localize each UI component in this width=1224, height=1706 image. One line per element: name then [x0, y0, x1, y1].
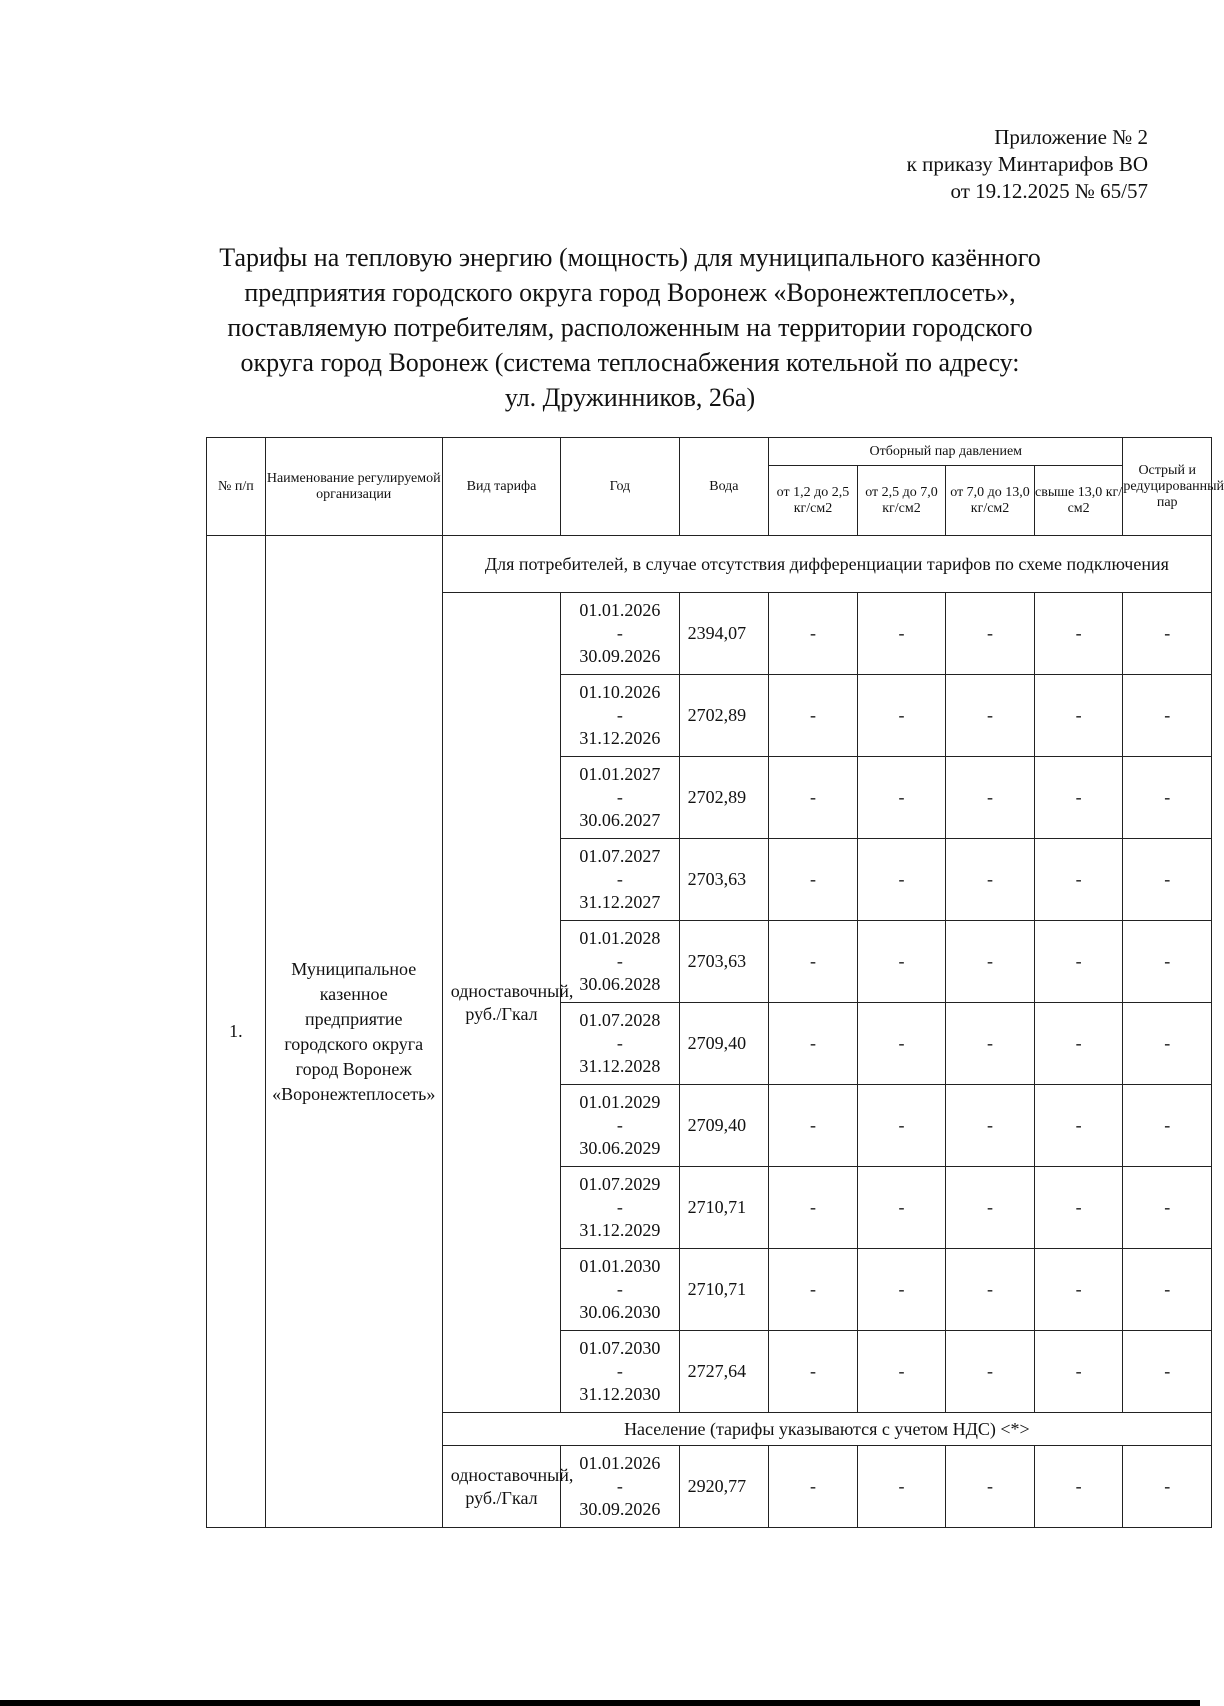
- title-line-5: ул. Дружинников, 26а): [504, 383, 756, 412]
- water-value: 2920,77: [679, 1446, 769, 1528]
- water-value: 2702,89: [679, 675, 769, 757]
- header-num: № п/п: [207, 438, 266, 536]
- water-value: 2703,63: [679, 839, 769, 921]
- section-row: [207, 536, 1212, 593]
- steam-value-s5: -: [1123, 1331, 1212, 1413]
- steam-value-s1: -: [769, 921, 858, 1003]
- steam-value-s2: -: [857, 1167, 946, 1249]
- period-from: 01.01.2028: [579, 928, 661, 948]
- period-cell: [561, 1085, 679, 1167]
- steam-value-s5: -: [1123, 675, 1212, 757]
- steam-value-s3: -: [946, 1249, 1035, 1331]
- period-from: 01.01.2030: [579, 1256, 661, 1276]
- steam-value-s3: -: [946, 1331, 1035, 1413]
- steam-value-s3: -: [946, 1446, 1035, 1528]
- steam-value-s4: -: [1034, 593, 1123, 675]
- steam-value-s1: -: [769, 593, 858, 675]
- header-water: Вода: [679, 438, 769, 536]
- steam-value-s2: -: [857, 1249, 946, 1331]
- header-steam-3: от 7,0 до 13,0 кг/см2: [946, 466, 1035, 536]
- period-from: 01.07.2028: [579, 1010, 661, 1030]
- period-to: 30.06.2029: [579, 1138, 661, 1158]
- period-sep: -: [616, 1361, 623, 1381]
- steam-value-s3: -: [946, 1003, 1035, 1085]
- period-to: 30.06.2030: [579, 1302, 661, 1322]
- water-value: 2727,64: [679, 1331, 769, 1413]
- period-to: 31.12.2027: [579, 892, 661, 912]
- period-sep: -: [616, 1279, 623, 1299]
- period-sep: -: [616, 1033, 623, 1053]
- period-cell: [561, 839, 679, 921]
- steam-value-s3: -: [946, 1085, 1035, 1167]
- water-value: 2710,71: [679, 1249, 769, 1331]
- header-year: Год: [561, 438, 679, 536]
- steam-value-s4: -: [1034, 1446, 1123, 1528]
- document-title: [190, 240, 1070, 415]
- steam-value-s1: -: [769, 1003, 858, 1085]
- period-from: 01.01.2029: [579, 1092, 661, 1112]
- period-sep: -: [616, 1476, 623, 1496]
- section-title: Население (тарифы указываются с учетом НДС) <*>: [442, 1413, 1211, 1446]
- steam-value-s4: -: [1034, 1167, 1123, 1249]
- title-line-1: Тарифы на тепловую энергию (мощность) для муниципального казённого: [219, 243, 1041, 272]
- period-to: 30.09.2026: [579, 1499, 661, 1519]
- steam-value-s2: -: [857, 1085, 946, 1167]
- steam-value-s2: -: [857, 1446, 946, 1528]
- steam-value-s1: -: [769, 1249, 858, 1331]
- tariff-table: [206, 437, 1224, 1528]
- period-to: 30.06.2027: [579, 810, 661, 830]
- period-from: 01.01.2027: [579, 764, 661, 784]
- period-cell: [561, 757, 679, 839]
- water-value: 2709,40: [679, 1003, 769, 1085]
- period-cell: [561, 1167, 679, 1249]
- header-steam-2: от 2,5 до 7,0 кг/см2: [857, 466, 946, 536]
- period-to: 31.12.2029: [579, 1220, 661, 1240]
- period-cell: [561, 593, 679, 675]
- steam-value-s2: -: [857, 1331, 946, 1413]
- steam-value-s5: -: [1123, 593, 1212, 675]
- steam-value-s4: -: [1034, 921, 1123, 1003]
- steam-value-s5: -: [1123, 757, 1212, 839]
- steam-value-s4: -: [1034, 757, 1123, 839]
- steam-value-s5: -: [1123, 1003, 1212, 1085]
- period-cell: [561, 675, 679, 757]
- period-sep: -: [616, 951, 623, 971]
- tariff-type-cell: одноставочный, руб./Гкал: [442, 1446, 560, 1528]
- steam-value-s5: -: [1123, 921, 1212, 1003]
- period-to: 30.06.2028: [579, 974, 661, 994]
- annex-line-1: Приложение № 2: [994, 125, 1148, 149]
- steam-value-s1: -: [769, 757, 858, 839]
- scan-edge: [0, 1700, 1200, 1706]
- steam-value-s3: -: [946, 839, 1035, 921]
- steam-value-s4: -: [1034, 1085, 1123, 1167]
- steam-value-s3: -: [946, 593, 1035, 675]
- steam-value-s1: -: [769, 839, 858, 921]
- period-from: 01.07.2030: [579, 1338, 661, 1358]
- period-sep: -: [616, 705, 623, 725]
- period-cell: [561, 1446, 679, 1528]
- annex-header: [907, 124, 1148, 205]
- steam-value-s2: -: [857, 839, 946, 921]
- steam-value-s5: -: [1123, 1446, 1212, 1528]
- annex-line-3: от 19.12.2025 № 65/57: [950, 179, 1148, 203]
- period-from: 01.07.2029: [579, 1174, 661, 1194]
- steam-value-s5: -: [1123, 1085, 1212, 1167]
- steam-value-s3: -: [946, 757, 1035, 839]
- steam-value-s1: -: [769, 675, 858, 757]
- period-sep: -: [616, 787, 623, 807]
- steam-value-s4: -: [1034, 1003, 1123, 1085]
- title-line-2: предприятия городского округа город Воронеж «Воронежтеплосеть»,: [244, 278, 1016, 307]
- period-cell: [561, 1249, 679, 1331]
- period-from: 01.01.2026: [579, 1453, 661, 1473]
- steam-value-s5: -: [1123, 1249, 1212, 1331]
- period-to: 31.12.2026: [579, 728, 661, 748]
- organization-name: Муниципальное казенное предприятие городского округа город Воронеж «Воронежтеплосеть»: [265, 536, 442, 1528]
- steam-value-s5: -: [1123, 839, 1212, 921]
- tariff-type-cell: одноставочный, руб./Гкал: [442, 593, 560, 1413]
- header-sharp-steam: Острый и редуцированный пар: [1123, 438, 1212, 536]
- period-from: 01.07.2027: [579, 846, 661, 866]
- period-cell: [561, 921, 679, 1003]
- steam-value-s4: -: [1034, 1249, 1123, 1331]
- steam-value-s2: -: [857, 593, 946, 675]
- steam-value-s1: -: [769, 1167, 858, 1249]
- title-line-3: поставляемую потребителям, расположенным на территории городского: [227, 313, 1033, 342]
- period-sep: -: [616, 1197, 623, 1217]
- period-sep: -: [616, 1115, 623, 1135]
- period-from: 01.01.2026: [579, 600, 661, 620]
- period-sep: -: [616, 869, 623, 889]
- steam-value-s4: -: [1034, 675, 1123, 757]
- steam-value-s2: -: [857, 1003, 946, 1085]
- header-steam-1: от 1,2 до 2,5 кг/см2: [769, 466, 858, 536]
- annex-line-2: к приказу Минтарифов ВО: [906, 152, 1148, 176]
- header-org: Наименование регулируемой организации: [265, 438, 442, 536]
- header-tariff-type: Вид тарифа: [442, 438, 560, 536]
- steam-value-s1: -: [769, 1331, 858, 1413]
- period-from: 01.10.2026: [579, 682, 661, 702]
- steam-value-s3: -: [946, 675, 1035, 757]
- period-to: 31.12.2028: [579, 1056, 661, 1076]
- period-cell: [561, 1331, 679, 1413]
- water-value: 2710,71: [679, 1167, 769, 1249]
- section-title: Для потребителей, в случае отсутствия дифференциации тарифов по схеме подключения: [442, 536, 1211, 593]
- header-steam-4: свыше 13,0 кг/см2: [1034, 466, 1123, 536]
- water-value: 2703,63: [679, 921, 769, 1003]
- steam-value-s1: -: [769, 1085, 858, 1167]
- period-cell: [561, 1003, 679, 1085]
- steam-value-s2: -: [857, 757, 946, 839]
- steam-value-s2: -: [857, 675, 946, 757]
- steam-value-s3: -: [946, 1167, 1035, 1249]
- steam-value-s3: -: [946, 921, 1035, 1003]
- header-steam-group: Отборный пар давлением: [769, 438, 1123, 466]
- steam-value-s4: -: [1034, 1331, 1123, 1413]
- row-number: 1.: [207, 536, 266, 1528]
- period-to: 31.12.2030: [579, 1384, 661, 1404]
- steam-value-s5: -: [1123, 1167, 1212, 1249]
- period-sep: -: [616, 623, 623, 643]
- water-value: 2702,89: [679, 757, 769, 839]
- period-to: 30.09.2026: [579, 646, 661, 666]
- water-value: 2709,40: [679, 1085, 769, 1167]
- steam-value-s2: -: [857, 921, 946, 1003]
- steam-value-s4: -: [1034, 839, 1123, 921]
- water-value: 2394,07: [679, 593, 769, 675]
- title-line-4: округа город Воронеж (система теплоснабжения котельной по адресу:: [240, 348, 1020, 377]
- steam-value-s1: -: [769, 1446, 858, 1528]
